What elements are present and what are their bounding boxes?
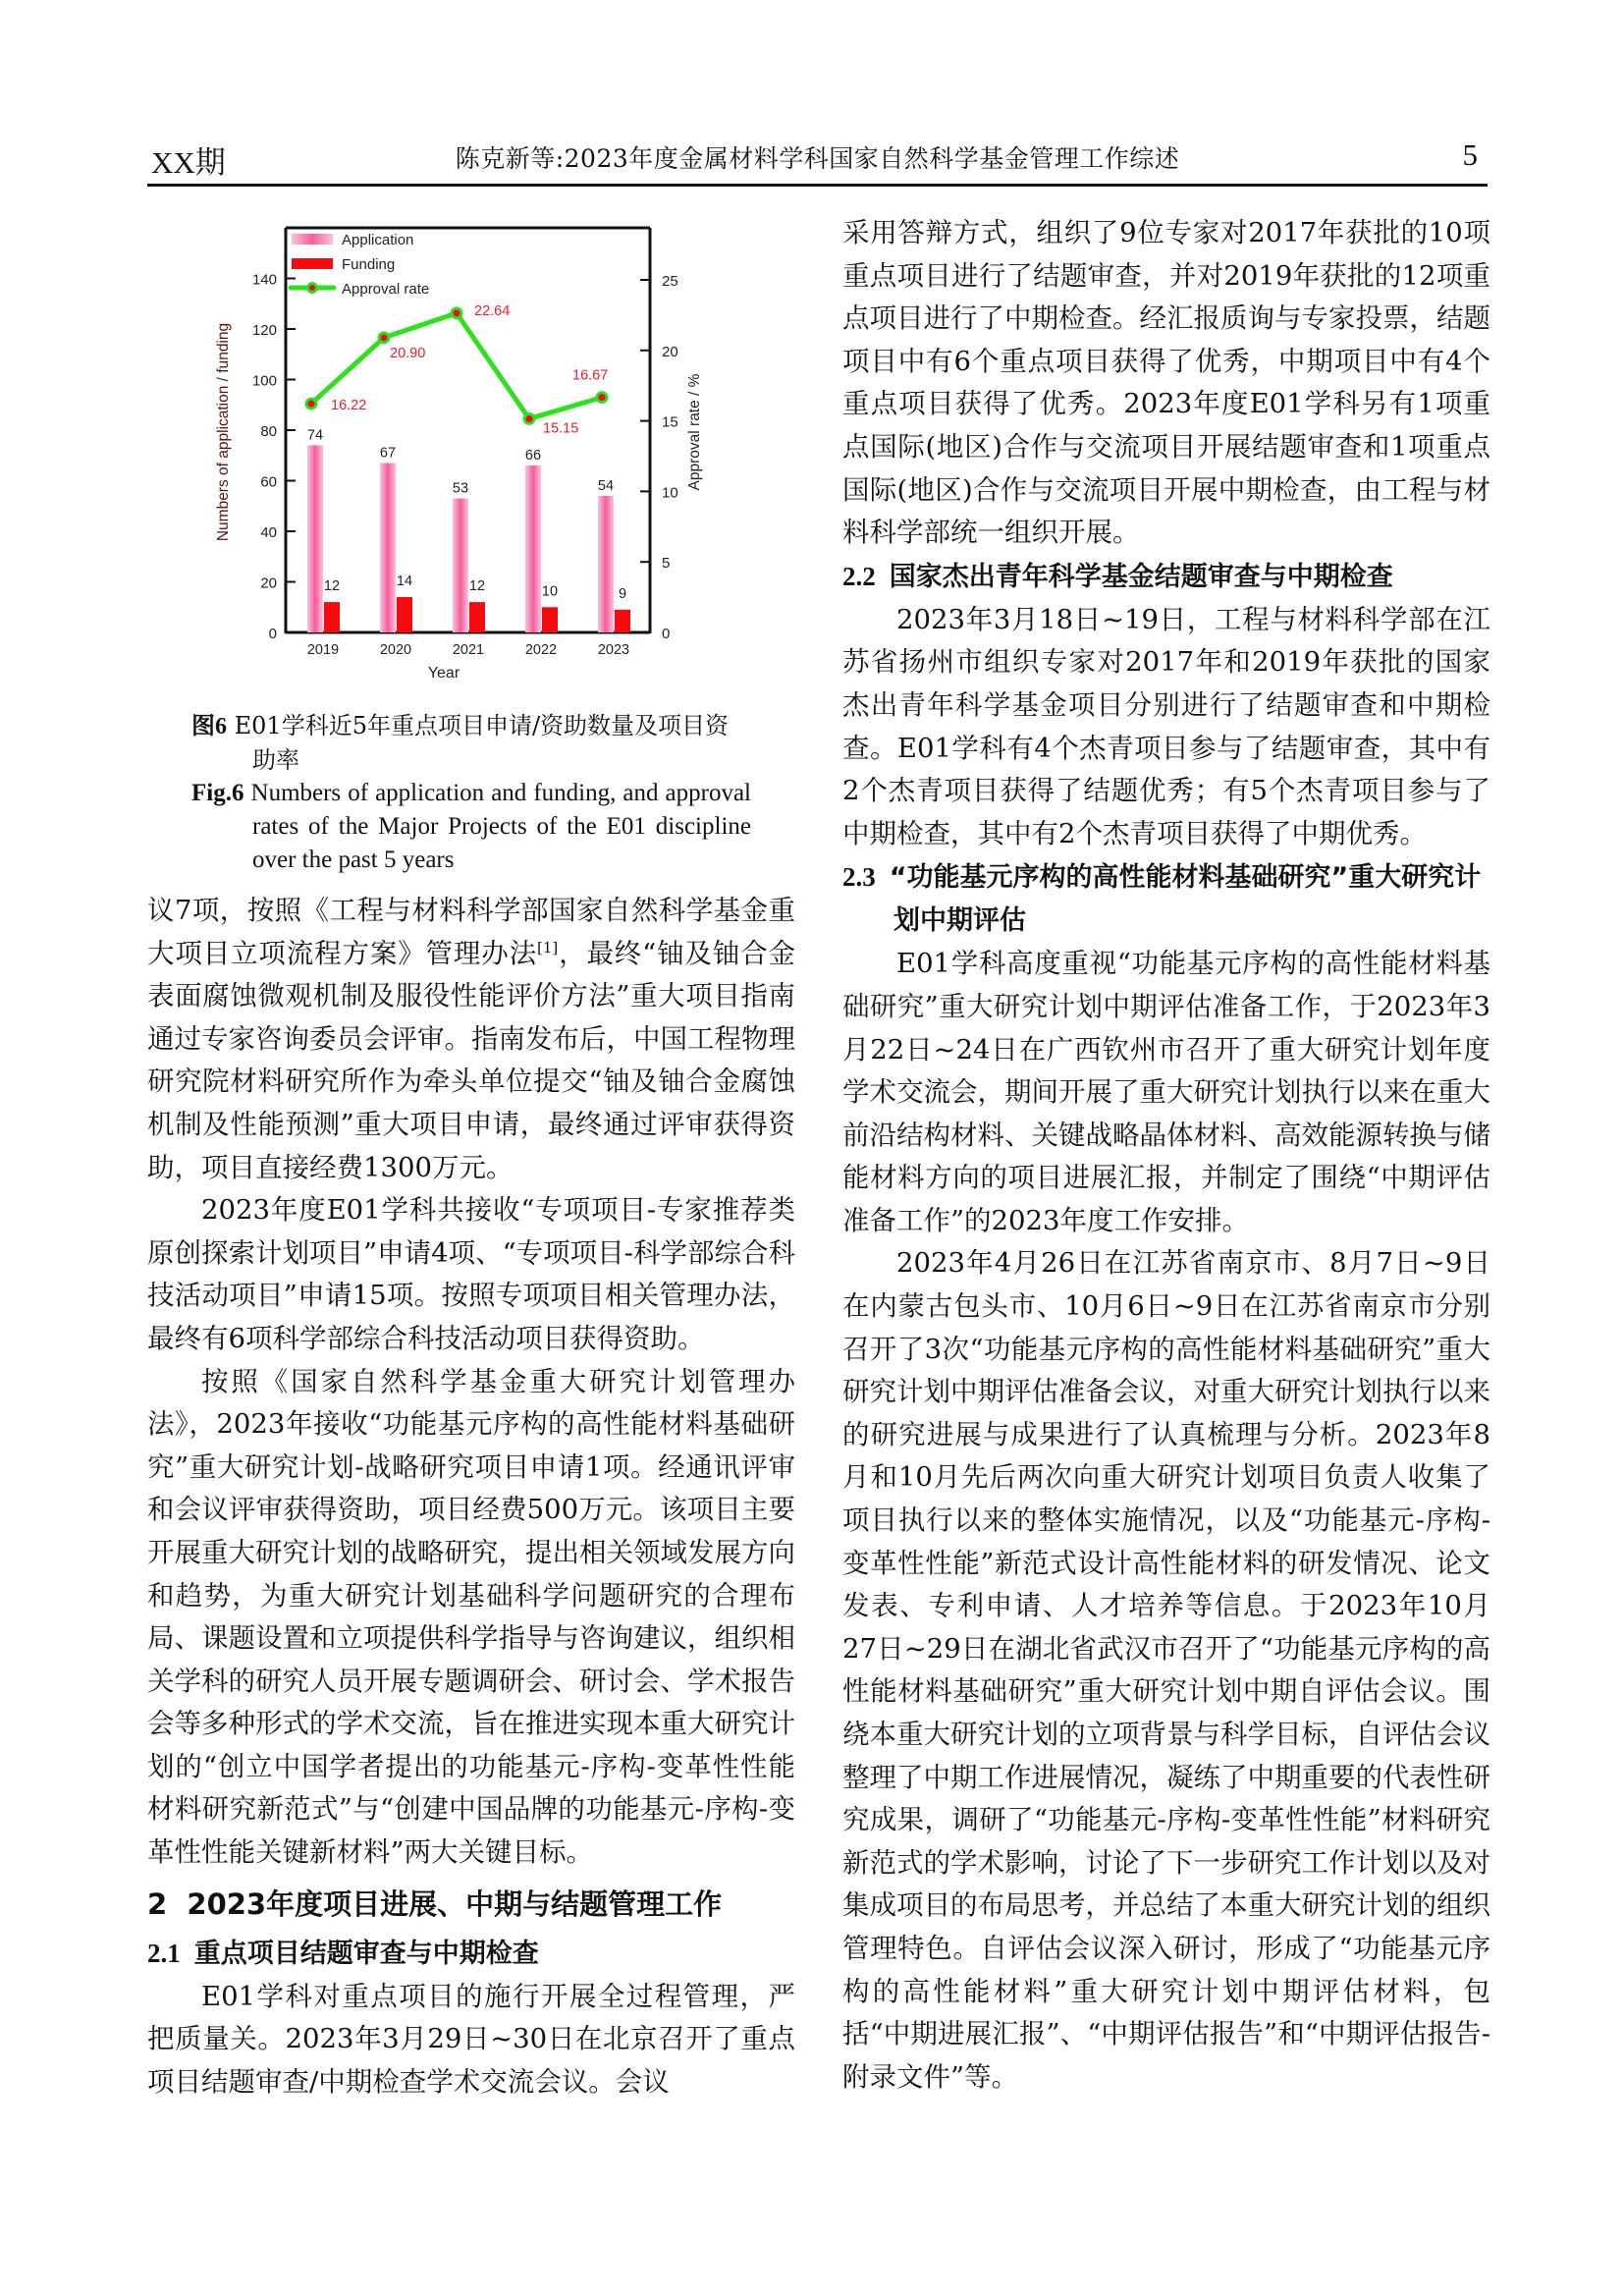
section-number: 2.3	[842, 862, 876, 893]
header-rule	[147, 184, 1488, 187]
svg-text:15: 15	[662, 413, 678, 431]
svg-text:2021: 2021	[452, 642, 485, 658]
combo-bar-line-chart	[147, 211, 795, 722]
issue-label: XX期	[151, 145, 226, 180]
svg-text:67: 67	[379, 445, 397, 462]
svg-text:0: 0	[268, 626, 277, 642]
caption-cn-text: E01学科近5年重点项目申请/资助数量及项目资助率	[234, 712, 730, 774]
x-axis-label: Year	[427, 665, 460, 682]
svg-text:20.90: 20.90	[390, 345, 426, 361]
svg-text:20: 20	[662, 343, 678, 360]
paragraph-text: 议7项，按照《工程与材料科学部国家自然科学基金重大项目立项流程方案》管理办法	[147, 895, 795, 969]
caption-en	[191, 777, 751, 877]
svg-text:54: 54	[597, 477, 615, 494]
citation-ref[interactable]: [1]	[536, 938, 559, 957]
section-number: 2	[147, 1886, 168, 1921]
paragraph: 按照《国家自然科学基金重大研究计划管理办法》，2023年接收“功能基元序构的高性能材料基础研究”重大研究计划-战略研究项目申请1项。经通讯评审和会议评审获得资助，项目经费500万元。该项目主要开展重大研究计划的战略研究，提出相关领域发展方向和趋势，为重大研究计划基础科学问题研究的合理布局、课题设置和立项提供科学指导与咨询建议，组织相关学科的研究人员开展专题调研会、研讨会、学术报告会等多种形式的学术交流，旨在推进实现本重大研究计划的“创立中国学者提出的功能基元-序构-变革性性能材料研究新范式”与“创建中国品牌的功能基元-序构-变革性性能关键新材料”两大关键目标。	[147, 1365, 795, 1869]
legend-funding-label: Funding	[342, 256, 396, 273]
bars	[307, 427, 630, 632]
svg-text:2023: 2023	[597, 642, 630, 658]
svg-text:2019: 2019	[306, 642, 340, 658]
svg-text:20: 20	[260, 574, 277, 592]
svg-text:16.67: 16.67	[572, 367, 609, 384]
svg-text:12: 12	[323, 578, 341, 595]
caption-en-label: Fig.6	[191, 780, 244, 806]
svg-text:14: 14	[396, 573, 413, 589]
svg-text:5: 5	[662, 555, 671, 573]
paragraph: E01学科对重点项目的施行开展全过程管理，严把质量关。2023年3月29日~30日在北京召开了重点项目结题审查/中期检查学术交流会议。会议	[147, 1980, 795, 2098]
y-axis-left-label: Numbers of application / funding	[215, 322, 232, 542]
svg-text:25: 25	[662, 273, 678, 290]
legend-funding-swatch	[292, 258, 333, 269]
svg-text:2020: 2020	[379, 642, 412, 658]
y-axis-left	[252, 272, 296, 643]
approval-rate-line	[305, 303, 609, 437]
legend-application-swatch	[292, 234, 333, 245]
caption-cn-label: 图6	[191, 714, 227, 739]
svg-text:16.22: 16.22	[331, 398, 367, 414]
paragraph: 采用答辩方式，组织了9位专家对2017年获批的10项重点项目进行了结题审查，并对2019年获批的12项重点项目进行了中期检查。经汇报质询与专家投票，结题项目中有6个重点项目获得了优秀，中期项目中有4个重点项目获得了优秀。2023年度E01学科另有1项重点国际(地区)合作与交流项目开展结题审查和1项重点国际(地区)合作与交流项目开展中期检查，由工程与材料科学部统一组织开展。	[842, 217, 1490, 549]
running-header	[147, 136, 1488, 185]
section-title: 2023年度项目进展、中期与结题管理工作	[187, 1886, 723, 1921]
svg-text:12: 12	[468, 578, 486, 595]
figure-caption	[191, 709, 751, 877]
paragraph: E01学科高度重视“功能基元序构的高性能材料基础研究”重大研究计划中期评估准备工作，于2023年3月22日~24日在广西钦州市召开了重大研究计划年度学术交流会，期间开展了重大研究计划执行以来在重大前沿结构材料、关键战略晶体材料、高效能源转换与储能材料方向的项目进展汇报，并制定了围绕“中期评估准备工作”的2023年度工作安排。	[842, 948, 1490, 1236]
caption-cn	[191, 709, 751, 777]
page-number: 5	[1462, 137, 1478, 172]
svg-text:74: 74	[306, 427, 324, 444]
svg-text:2022: 2022	[524, 642, 558, 658]
svg-text:22.64: 22.64	[474, 302, 511, 319]
section-heading-2-3	[842, 855, 1490, 943]
legend-approval-rate-label: Approval rate	[342, 281, 430, 298]
svg-text:53: 53	[452, 480, 469, 497]
svg-text:10: 10	[662, 484, 678, 502]
svg-text:100: 100	[251, 372, 277, 390]
svg-text:15.15: 15.15	[543, 420, 579, 437]
section-heading-2-2	[842, 555, 1490, 599]
section-title: 国家杰出青年科学基金结题审查与中期检查	[889, 561, 1393, 592]
section-number: 2.2	[842, 561, 876, 591]
svg-text:140: 140	[251, 271, 277, 289]
section-title: “功能基元序构的高性能材料基础研究”重大研究计划中期评估	[889, 862, 1482, 937]
caption-en-text: Numbers of application and funding, and approval rates of the Major Projects of the E01 discipline over the past 5 years	[250, 780, 751, 873]
svg-text:10: 10	[541, 583, 559, 600]
section-heading-2-1	[147, 1932, 795, 1976]
figure-6-chart	[147, 211, 795, 722]
section-heading-2	[147, 1881, 795, 1928]
svg-text:9: 9	[618, 585, 627, 602]
svg-text:66: 66	[524, 448, 542, 465]
svg-text:0: 0	[662, 626, 671, 642]
svg-text:120: 120	[251, 322, 277, 339]
left-column	[147, 890, 795, 2104]
paragraph-text: ，最终“铀及铀合金表面腐蚀微观机制及服役性能评价方法”重大项目指南通过专家咨询委员会评审。指南发布后，中国工程物理研究院材料研究所作为牵头单位提交“铀及铀合金腐蚀机制及性能预测”重大项目申请，最终通过评审获得资助，项目直接经费1300万元。	[147, 937, 795, 1183]
running-title: 陈克新等:2023年度金属材料学科国家自然科学基金管理工作综述	[455, 144, 1180, 173]
x-axis	[307, 642, 629, 658]
legend	[291, 232, 429, 298]
paragraph: 2023年度E01学科共接收“专项项目-专家推荐类原创探索计划项目”申请4项、“专项项目-科学部综合科技活动项目”申请15项。按照专项项目相关管理办法，最终有6项科学部综合科技活动项目获得资助。	[147, 1194, 795, 1354]
y-axis-right	[640, 273, 678, 642]
svg-text:40: 40	[260, 524, 277, 541]
section-number: 2.1	[147, 1938, 181, 1968]
y-axis-right-label: Approval rate / %	[686, 373, 703, 491]
svg-text:60: 60	[260, 473, 277, 491]
right-column	[842, 212, 1490, 2099]
paragraph: 2023年4月26日在江苏省南京市、8月7日~9日在内蒙古包头市、10月6日~9日在江苏省南京市分别召开了3次“功能基元序构的高性能材料基础研究”重大研究计划中期评估准备会议，对重大研究计划执行以来的研究进展与成果进行了认真梳理与分析。2023年8月和10月先后两次向重大研究计划项目负责人收集了项目执行以来的整体实施情况，以及“功能基元-序构-变革性性能”新范式设计高性能材料的研发情况、论文发表、专利申请、人才培养等信息。于2023年10月27日~29日在湖北省武汉市召开了“功能基元序构的高性能材料基础研究”重大研究计划中期自评估会议。围绕本重大研究计划的立项背景与科学目标，自评估会议整理了中期工作进展情况，凝练了中期重要的代表性研究成果，调研了“功能基元-序构-变革性性能”材料研究新范式的学术影响，讨论了下一步研究工作计划以及对集成项目的布局思考，并总结了本重大研究计划的组织管理特色。自评估会议深入研讨，形成了“功能基元序构的高性能材料”重大研究计划中期评估材料，包括“中期进展汇报”、“中期评估报告”和“中期评估报告-附录文件”等。	[842, 1247, 1490, 2093]
svg-text:80: 80	[260, 423, 277, 440]
paragraph: 2023年3月18日~19日，工程与材料科学部在江苏省扬州市组织专家对2017年和2019年获批的国家杰出青年科学基金项目分别进行了结题审查和中期检查。E01学科有4个杰青项目参与了结题审查，其中有2个杰青项目获得了结题优秀；有5个杰青项目参与了中期检查，其中有2个杰青项目获得了中期优秀。	[842, 603, 1490, 849]
section-title: 重点项目结题审查与中期检查	[193, 1938, 539, 1969]
paragraph	[147, 890, 795, 1189]
legend-application-label: Application	[342, 232, 414, 248]
